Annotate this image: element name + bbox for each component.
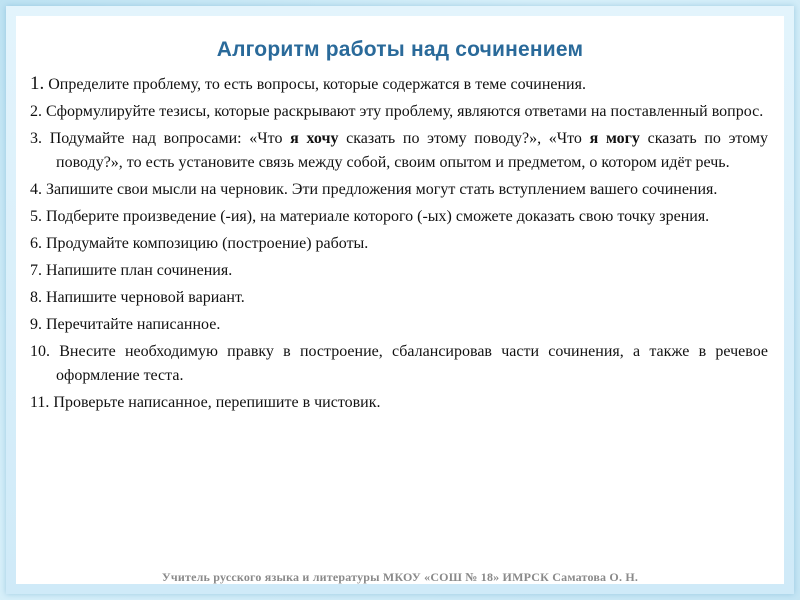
item-text: Напишите черновой вариант.: [46, 289, 245, 306]
item-number: 10.: [30, 343, 50, 360]
slide-frame: [6, 6, 794, 594]
page-title: Алгоритм работы над сочинением: [216, 38, 584, 61]
item-emphasis: я хочу: [290, 130, 339, 147]
item-number: 5.: [30, 208, 42, 225]
item-number: 6.: [30, 235, 42, 252]
list-item-8: [30, 286, 768, 310]
author-footer: Учитель русского языка и литературы МКОУ «СОШ № 18» ИМРСК Саматова О. Н.: [161, 570, 639, 584]
list-item-1: [30, 72, 768, 97]
item-text: Запишите свои мысли на черновик. Эти предложения могут стать вступлением вашего сочинения.: [46, 181, 718, 198]
item-text: Подумайте над вопросами: «Что: [49, 130, 291, 147]
item-text: Подберите произведение (-ия), на материале которого (-ых) сможете доказать свою точку зрения.: [46, 208, 710, 225]
algorithm-list: [30, 72, 768, 418]
item-text: сказать по этому поводу?», то есть установите связь между собой, своим опытом и предметом, о котором идёт речь.: [56, 130, 769, 171]
item-text: Внесите необходимую правку в построение, сбалансировав части сочинения, а также в речевое оформление теста.: [56, 343, 768, 384]
item-text: Определите проблему, то есть вопросы, которые содержатся в теме сочинения.: [48, 76, 586, 93]
item-text: Напишите план сочинения.: [46, 262, 233, 279]
item-text: Проверьте написанное, перепишите в чистовик.: [53, 394, 381, 411]
list-item-7: [30, 259, 768, 283]
item-text: Перечитайте написанное.: [46, 316, 221, 333]
item-number: 4.: [30, 181, 42, 198]
list-item-2: [30, 100, 768, 124]
list-item-11: [30, 391, 768, 415]
item-number: 9.: [30, 316, 42, 333]
list-item-3: [30, 127, 768, 175]
list-item-9: [30, 313, 768, 337]
item-text: Сформулируйте тезисы, которые раскрывают эту проблему, являются ответами на поставленный вопрос.: [46, 103, 764, 120]
item-number: 8.: [30, 289, 42, 306]
item-emphasis: я могу: [589, 130, 640, 147]
list-item-10: [30, 340, 768, 388]
slide-sheet: [16, 16, 784, 584]
item-number: 7.: [30, 262, 42, 279]
item-number: 1.: [30, 73, 45, 94]
list-item-4: [30, 178, 768, 202]
list-item-6: [30, 232, 768, 256]
item-text: сказать по этому поводу?», «Что: [338, 130, 590, 147]
list-item-5: [30, 205, 768, 229]
item-number: 3.: [30, 130, 42, 147]
item-number: 11.: [30, 394, 50, 411]
item-text: Продумайте композицию (построение) работы.: [46, 235, 369, 252]
item-number: 2.: [30, 103, 42, 120]
